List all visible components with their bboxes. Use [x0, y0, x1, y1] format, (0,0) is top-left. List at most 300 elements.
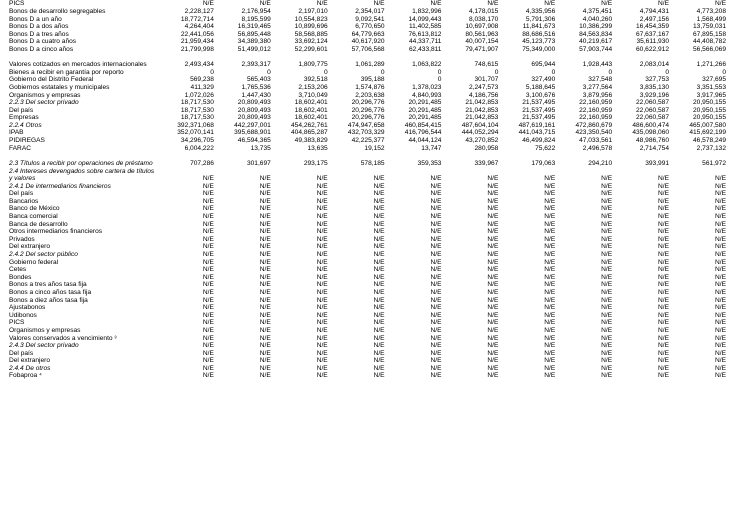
value-cell: 16,454,359 [636, 23, 670, 31]
value-cell: N/E [373, 281, 385, 289]
value-cell: 34,389,380 [237, 38, 271, 46]
value-cell: N/E [715, 243, 726, 251]
table-row [8, 106, 727, 114]
value-cell: 35,611,930 [636, 38, 670, 46]
value-cell: 3,710,049 [298, 91, 328, 99]
table-row [8, 38, 727, 46]
value-cell: 472,860,679 [575, 121, 613, 129]
table-row [8, 197, 727, 205]
value-cell: N/E [601, 258, 613, 266]
value-cell: N/E [601, 205, 613, 213]
value-cell: N/E [259, 250, 271, 258]
table-row [8, 319, 727, 327]
value-cell: 2,714,754 [639, 144, 670, 152]
row-label: Bonos a tres años tasa fija [9, 281, 87, 289]
value-cell: 16,319,465 [237, 23, 271, 31]
value-cell: N/E [202, 372, 214, 380]
value-cell: N/E [715, 311, 726, 319]
value-cell: N/E [373, 334, 385, 342]
value-cell: 454,262,761 [291, 121, 328, 129]
value-cell: N/E [544, 304, 556, 312]
value-cell: 44,337,711 [408, 38, 442, 46]
table-row [8, 114, 727, 122]
row-label: Bonos D a dos años [9, 23, 69, 31]
value-cell: 2,197,010 [298, 7, 328, 15]
value-cell: N/E [658, 326, 670, 334]
table-row [8, 23, 727, 31]
value-cell: 2,247,573 [469, 83, 499, 91]
value-cell: N/E [601, 334, 613, 342]
value-cell: N/E [601, 243, 613, 251]
value-cell: 474,947,658 [347, 121, 385, 129]
value-cell: 20,291,485 [408, 114, 442, 122]
value-cell: N/E [316, 228, 328, 236]
table-row [8, 167, 727, 182]
row-label: Del extranjero [9, 357, 51, 365]
value-cell: N/E [715, 334, 726, 342]
table-row [8, 327, 727, 335]
value-cell: N/E [316, 326, 328, 334]
value-cell: N/E [430, 311, 442, 319]
value-cell: N/E [430, 235, 442, 243]
value-cell: N/E [373, 357, 385, 365]
value-cell: 67,637,167 [636, 30, 670, 38]
value-cell: 10,899,696 [294, 23, 328, 31]
value-cell: N/E [544, 326, 556, 334]
value-cell: N/E [316, 296, 328, 304]
value-cell: 1,928,443 [582, 61, 613, 69]
value-cell: 0 [324, 68, 328, 76]
value-cell: 21,042,853 [465, 106, 499, 114]
value-cell: 20,950,155 [692, 114, 726, 122]
value-cell: 46,594,365 [237, 137, 271, 145]
value-cell: N/E [202, 357, 214, 365]
value-cell: 44,408,782 [692, 38, 726, 46]
value-cell: N/E [373, 205, 385, 213]
value-cell: N/E [202, 342, 214, 350]
value-cell: N/E [316, 243, 328, 251]
value-cell: 18,602,401 [294, 106, 328, 114]
value-cell: 4,040,260 [582, 15, 613, 23]
value-cell: N/E [316, 250, 328, 258]
value-cell: 179,063 [531, 159, 556, 167]
value-cell: N/E [373, 372, 385, 380]
value-cell: N/E [202, 235, 214, 243]
value-cell: N/E [430, 190, 442, 198]
value-cell: N/E [715, 304, 726, 312]
value-cell: N/E [373, 213, 385, 221]
value-cell: 2,083,014 [639, 61, 670, 69]
value-cell: 6,770,650 [355, 23, 385, 31]
value-cell: N/E [658, 334, 670, 342]
value-cell: N/E [202, 220, 214, 228]
value-cell: 45,123,773 [522, 38, 556, 46]
value-cell: N/E [259, 296, 271, 304]
value-cell: 3,929,196 [639, 91, 670, 99]
value-cell: N/E [601, 228, 613, 236]
value-cell: N/E [715, 0, 726, 8]
table-row [8, 273, 727, 281]
table-row [8, 137, 727, 145]
value-cell: N/E [202, 364, 214, 372]
value-cell: 352,070,141 [177, 129, 214, 137]
value-cell: N/E [487, 266, 499, 274]
row-label: Del extranjero [9, 243, 51, 251]
value-cell: 21,537,495 [522, 106, 556, 114]
value-cell: N/E [430, 372, 442, 380]
value-cell: N/E [601, 266, 613, 274]
row-label: PICS [9, 0, 25, 8]
row-label: Valores conservados a vencimiento ³ [9, 334, 117, 342]
value-cell: N/E [259, 182, 271, 190]
value-cell: N/E [601, 326, 613, 334]
value-cell: N/E [658, 296, 670, 304]
value-cell: N/E [202, 326, 214, 334]
value-cell: N/E [601, 190, 613, 198]
value-cell: 2,497,156 [639, 15, 670, 23]
value-cell: N/E [259, 334, 271, 342]
value-cell: N/E [430, 273, 442, 281]
value-cell: N/E [259, 266, 271, 274]
value-cell: 56,566,069 [692, 45, 726, 53]
value-cell: 444,052,294 [461, 129, 499, 137]
value-cell: N/E [544, 273, 556, 281]
value-cell: N/E [544, 197, 556, 205]
value-cell: 20,950,155 [692, 99, 726, 107]
value-cell: 8,038,170 [469, 15, 499, 23]
value-cell: N/E [544, 220, 556, 228]
value-cell: 411,329 [190, 83, 214, 91]
row-label: 2.4.2 Del sector público [9, 250, 78, 258]
value-cell: 465,007,580 [689, 121, 726, 129]
value-cell: N/E [373, 220, 385, 228]
value-cell: N/E [715, 296, 726, 304]
value-cell: 1,765,536 [241, 83, 271, 91]
value-cell: N/E [487, 334, 499, 342]
value-cell: N/E [316, 0, 328, 8]
value-cell: N/E [259, 319, 271, 327]
value-cell: 10,386,299 [579, 23, 613, 31]
value-cell: N/E [202, 273, 214, 281]
value-cell: N/E [316, 213, 328, 221]
row-label: Bonos a cinco años tasa fija [9, 288, 92, 296]
row-label: 2.2.4 Otros [9, 121, 42, 129]
value-cell: 58,568,885 [294, 30, 328, 38]
value-cell: N/E [601, 364, 613, 372]
value-cell: N/E [430, 228, 442, 236]
value-cell: N/E [601, 288, 613, 296]
value-cell: 3,277,564 [582, 83, 613, 91]
value-cell: N/E [259, 228, 271, 236]
value-cell: N/E [658, 357, 670, 365]
value-cell: 395,188 [360, 76, 385, 84]
value-cell: N/E [316, 190, 328, 198]
value-cell: 18,717,530 [180, 106, 214, 114]
value-cell: N/E [601, 296, 613, 304]
value-cell: N/E [487, 190, 499, 198]
row-label: 2.3 Títulos a recibir por operaciones de préstamo [9, 159, 153, 167]
value-cell: N/E [601, 0, 613, 8]
value-cell: N/E [373, 0, 385, 8]
value-cell: N/E [373, 258, 385, 266]
value-cell: 51,499,012 [237, 45, 271, 53]
value-cell: 18,772,714 [180, 15, 214, 23]
value-cell: N/E [715, 190, 726, 198]
value-cell: 44,044,124 [408, 137, 442, 145]
row-label: FARAC [9, 144, 31, 152]
value-cell: N/E [259, 205, 271, 213]
value-cell: N/E [316, 175, 328, 183]
value-cell: 2,176,954 [241, 7, 271, 15]
value-cell: N/E [316, 342, 328, 350]
value-cell: N/E [601, 235, 613, 243]
value-cell: 56,895,448 [237, 30, 271, 38]
value-cell: 435,098,060 [632, 129, 670, 137]
value-cell: N/E [202, 243, 214, 251]
value-cell: 5,791,306 [525, 15, 556, 23]
value-cell: 4,840,993 [412, 91, 442, 99]
value-cell: N/E [259, 326, 271, 334]
value-cell: N/E [430, 326, 442, 334]
value-cell: 42,225,377 [351, 137, 385, 145]
value-cell: 57,903,744 [579, 45, 613, 53]
value-cell: 33,692,124 [294, 38, 328, 46]
row-label: Organismos y empresas [9, 326, 81, 334]
value-cell: N/E [715, 372, 726, 380]
value-cell: 10,697,908 [465, 23, 499, 31]
value-cell: N/E [544, 364, 556, 372]
row-label: Bonos de desarrollo segregables [9, 7, 106, 15]
value-cell: 4,264,404 [184, 23, 214, 31]
value-cell: N/E [544, 288, 556, 296]
value-cell: 0 [665, 68, 670, 76]
value-cell: N/E [202, 304, 214, 312]
value-cell: N/E [430, 220, 442, 228]
table-row [8, 76, 727, 84]
value-cell: N/E [430, 205, 442, 213]
value-cell: 22,060,587 [636, 99, 670, 107]
value-cell: 578,185 [360, 159, 385, 167]
value-cell: N/E [658, 281, 670, 289]
value-cell: N/E [601, 182, 613, 190]
value-cell: 1,072,026 [184, 91, 214, 99]
row-label: Bondes [9, 273, 32, 281]
value-cell: 9,092,541 [355, 15, 385, 23]
value-cell: N/E [544, 334, 556, 342]
row-label: Otros intermediarios financieros [9, 228, 103, 236]
value-cell: N/E [373, 266, 385, 274]
value-cell: N/E [715, 175, 726, 183]
value-cell: 76,613,812 [408, 30, 442, 38]
table-row [8, 365, 727, 373]
value-cell: 22,441,056 [180, 30, 214, 38]
value-cell: 3,879,956 [582, 91, 613, 99]
value-cell: N/E [658, 304, 670, 312]
value-cell: N/E [373, 304, 385, 312]
value-cell: 2,203,638 [355, 91, 385, 99]
value-cell: N/E [316, 273, 328, 281]
value-cell: N/E [430, 304, 442, 312]
value-cell: N/E [658, 220, 670, 228]
value-cell: 294,210 [588, 159, 613, 167]
value-cell: N/E [658, 349, 670, 357]
row-label: 2.4 Intereses devengados sobre cartera de títulos y valores [9, 167, 155, 182]
value-cell: 2,496,578 [582, 144, 613, 152]
value-cell: N/E [373, 288, 385, 296]
value-cell: N/E [259, 357, 271, 365]
value-cell: N/E [430, 296, 442, 304]
value-cell: N/E [601, 304, 613, 312]
value-cell: N/E [487, 372, 499, 380]
value-cell: N/E [430, 197, 442, 205]
value-cell: N/E [430, 364, 442, 372]
value-cell: N/E [601, 281, 613, 289]
value-cell: N/E [544, 342, 556, 350]
value-cell: N/E [259, 175, 271, 183]
row-label: Cetes [9, 266, 27, 274]
value-cell: N/E [544, 213, 556, 221]
value-cell: 46,578,249 [692, 137, 726, 145]
value-cell: N/E [202, 190, 214, 198]
value-cell: N/E [373, 182, 385, 190]
table-row [8, 213, 727, 221]
value-cell: N/E [259, 243, 271, 251]
value-cell: 48,986,760 [636, 137, 670, 145]
value-cell: 1,832,996 [412, 7, 442, 15]
value-cell: N/E [601, 319, 613, 327]
table-row [8, 205, 727, 213]
value-cell: 0 [608, 68, 613, 76]
row-label: 2.4.3 Del sector privado [9, 342, 79, 350]
value-cell: 4,794,431 [639, 7, 670, 15]
table-row [8, 334, 727, 342]
value-cell: 1,809,775 [298, 61, 328, 69]
value-cell: 40,007,154 [465, 38, 499, 46]
row-label: Ajustabonos [9, 304, 46, 312]
value-cell: N/E [316, 364, 328, 372]
value-cell: 359,353 [417, 159, 442, 167]
value-cell: N/E [316, 197, 328, 205]
value-cell: N/E [259, 273, 271, 281]
value-cell: N/E [259, 281, 271, 289]
value-cell: N/E [544, 250, 556, 258]
value-cell: 0 [494, 68, 499, 76]
value-cell: N/E [202, 182, 214, 190]
value-cell: N/E [259, 258, 271, 266]
value-cell: 5,188,645 [525, 83, 556, 91]
value-cell: N/E [373, 311, 385, 319]
value-cell: 20,291,485 [408, 99, 442, 107]
value-cell: 432,703,329 [347, 129, 385, 137]
value-cell: N/E [658, 342, 670, 350]
value-cell: 293,175 [303, 159, 328, 167]
table-row [8, 372, 727, 380]
value-cell: 62,433,811 [408, 45, 442, 53]
value-cell: N/E [373, 273, 385, 281]
table-row [8, 258, 727, 266]
value-cell: 20,296,776 [351, 99, 385, 107]
table-row [8, 304, 727, 312]
value-cell: 3,835,130 [639, 83, 670, 91]
value-cell: 327,753 [645, 76, 670, 84]
value-cell: 3,100,676 [525, 91, 556, 99]
value-cell: N/E [430, 182, 442, 190]
value-cell: N/E [430, 288, 442, 296]
value-cell: N/E [715, 250, 726, 258]
value-cell: N/E [430, 250, 442, 258]
value-cell: 47,033,561 [579, 137, 613, 145]
value-cell: 40,219,617 [579, 38, 613, 46]
row-label: Del país [9, 190, 34, 198]
value-cell: N/E [259, 288, 271, 296]
value-cell: N/E [316, 357, 328, 365]
value-cell: N/E [373, 243, 385, 251]
value-cell: 1,447,430 [241, 91, 271, 99]
value-cell: 84,563,834 [579, 30, 613, 38]
table-row [8, 0, 727, 8]
value-cell: 487,619,161 [518, 121, 556, 129]
value-cell: 88,686,516 [522, 30, 556, 38]
value-cell: N/E [430, 342, 442, 350]
table-row [8, 228, 727, 236]
value-cell: N/E [544, 311, 556, 319]
value-cell: N/E [715, 349, 726, 357]
value-cell: N/E [544, 243, 556, 251]
row-label: Privados [9, 235, 35, 243]
value-cell: N/E [259, 349, 271, 357]
value-cell: N/E [373, 250, 385, 258]
value-cell: N/E [316, 304, 328, 312]
value-cell: 8,195,599 [241, 15, 271, 23]
value-cell: N/E [316, 205, 328, 213]
value-cell: N/E [544, 372, 556, 380]
value-cell: N/E [658, 0, 670, 8]
table-body [8, 0, 727, 380]
value-cell: 6,004,222 [184, 144, 214, 152]
value-cell: N/E [316, 235, 328, 243]
value-cell: N/E [544, 357, 556, 365]
value-cell: N/E [316, 281, 328, 289]
table-row [8, 30, 727, 38]
value-cell: N/E [487, 0, 499, 8]
row-label: Banca de desarrollo [9, 220, 68, 228]
table-row [8, 91, 727, 99]
value-cell: N/E [487, 175, 499, 183]
value-cell: N/E [715, 197, 726, 205]
value-cell: 18,602,401 [294, 114, 328, 122]
value-cell: 21,042,853 [465, 99, 499, 107]
value-cell: 13,635 [307, 144, 328, 152]
table-row [8, 99, 727, 107]
value-cell: N/E [373, 349, 385, 357]
value-cell: N/E [715, 357, 726, 365]
value-cell: N/E [544, 296, 556, 304]
value-cell: N/E [487, 281, 499, 289]
value-cell: N/E [601, 220, 613, 228]
value-cell: 18,717,530 [180, 99, 214, 107]
value-cell: N/E [487, 213, 499, 221]
table-row [8, 266, 727, 274]
row-label: Bonos D a tres años [9, 30, 69, 38]
value-cell: N/E [487, 311, 499, 319]
value-cell: 395,688,901 [234, 129, 271, 137]
table-row [8, 289, 727, 297]
value-cell: 4,178,015 [469, 7, 499, 15]
value-cell: N/E [373, 190, 385, 198]
value-cell: 20,809,493 [237, 106, 271, 114]
value-cell: 57,706,568 [351, 45, 385, 53]
value-cell: 67,895,158 [692, 30, 726, 38]
